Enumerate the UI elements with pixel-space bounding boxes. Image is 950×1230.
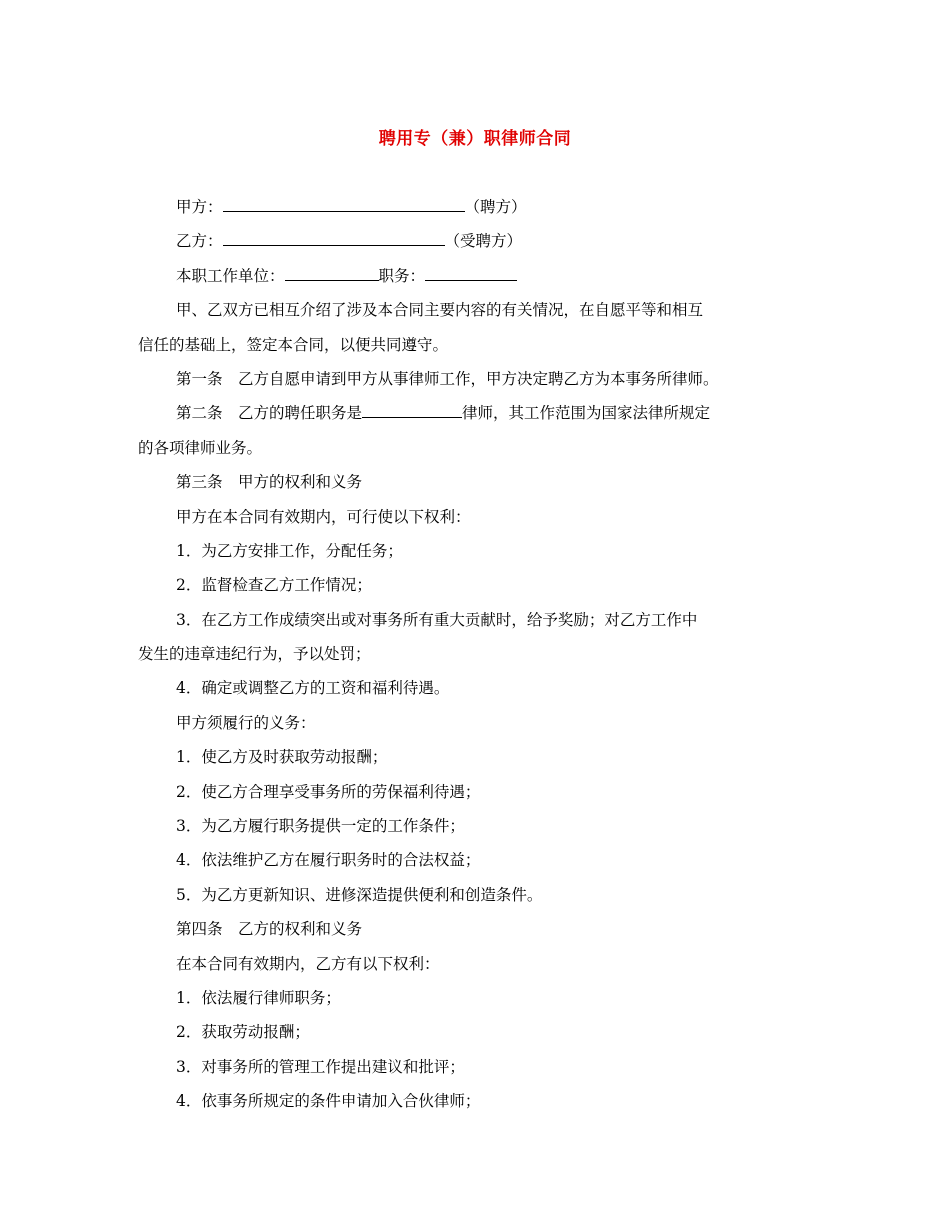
unit-label: 本职工作单位： (176, 266, 285, 285)
preamble-line-2: 信任的基础上，签定本合同，以便共同遵守。 (138, 335, 449, 354)
article-3-right-3: 3．在乙方工作成绩突出或对事务所有重大贡献时，给予奖励；对乙方工作中 (176, 610, 698, 629)
party-b-line (138, 224, 818, 258)
party-b-label: 乙方： (176, 232, 223, 251)
party-a-suffix: （聘方） (464, 198, 527, 216)
article-3-rights-intro: 甲方在本合同有效期内，可行使以下权利： (176, 507, 471, 526)
post-blank (425, 264, 517, 281)
article-3-right-4: 4．确定或调整乙方的工资和福利待遇。 (176, 679, 450, 698)
party-b-suffix: （受聘方） (444, 232, 523, 251)
document-title: 聘用专（兼）职律师合同 (378, 129, 572, 149)
article-3-duty-1: 1．使乙方及时获取劳动报酬； (176, 748, 388, 767)
party-b-blank (223, 229, 445, 246)
article-2-line (138, 396, 818, 430)
article-4-right-2: 2．获取劳动报酬； (176, 1023, 310, 1042)
article-1: 第一条 乙方自愿申请到甲方从事律师工作，甲方决定聘乙方为本事务所律师。 (176, 369, 719, 388)
unit-blank (285, 264, 379, 281)
article-2-blank (362, 401, 462, 418)
article-2-prefix: 第二条 乙方的聘任职务是 (176, 404, 363, 423)
article-4-right-4: 4．依事务所规定的条件申请加入合伙律师； (176, 1092, 481, 1111)
article-4-right-3: 3．对事务所的管理工作提出建议和批评； (176, 1057, 465, 1076)
article-4-rights-intro: 在本合同有效期内，乙方有以下权利： (176, 954, 440, 973)
article-3-right-2: 2．监督检查乙方工作情况； (176, 576, 372, 595)
article-3-right-3-cont: 发生的违章违纪行为，予以处罚； (138, 645, 371, 664)
article-3-duty-2: 2．使乙方合理享受事务所的劳保福利待遇； (176, 782, 481, 801)
article-3-right-1: 1．为乙方安排工作，分配任务； (176, 541, 403, 560)
article-3-heading: 第三条 甲方的权利和义务 (176, 473, 363, 492)
article-3-duty-4: 4．依法维护乙方在履行职务时的合法权益； (176, 851, 481, 870)
preamble-line-1: 甲、乙双方已相互介绍了涉及本合同主要内容的有关情况，在自愿平等和相互 (176, 301, 704, 320)
party-a-blank (223, 195, 465, 212)
article-4-right-1: 1．依法履行律师职务； (176, 988, 341, 1007)
employment-line (138, 259, 818, 293)
party-a-label: 甲方： (176, 198, 223, 216)
article-3-duty-3: 3．为乙方履行职务提供一定的工作条件； (176, 817, 465, 836)
article-4-heading: 第四条 乙方的权利和义务 (176, 920, 363, 939)
document-body (138, 190, 818, 1119)
party-a-line (138, 190, 818, 224)
article-3-duty-5: 5．为乙方更新知识、进修深造提供便利和创造条件。 (176, 885, 543, 904)
post-label: 职务： (378, 266, 426, 285)
article-2-continuation: 的各项律师业务。 (138, 438, 263, 457)
article-3-duties-intro: 甲方须履行的义务： (176, 713, 316, 732)
article-2-suffix: 律师，其工作范围为国家法律所规定 (462, 404, 711, 423)
